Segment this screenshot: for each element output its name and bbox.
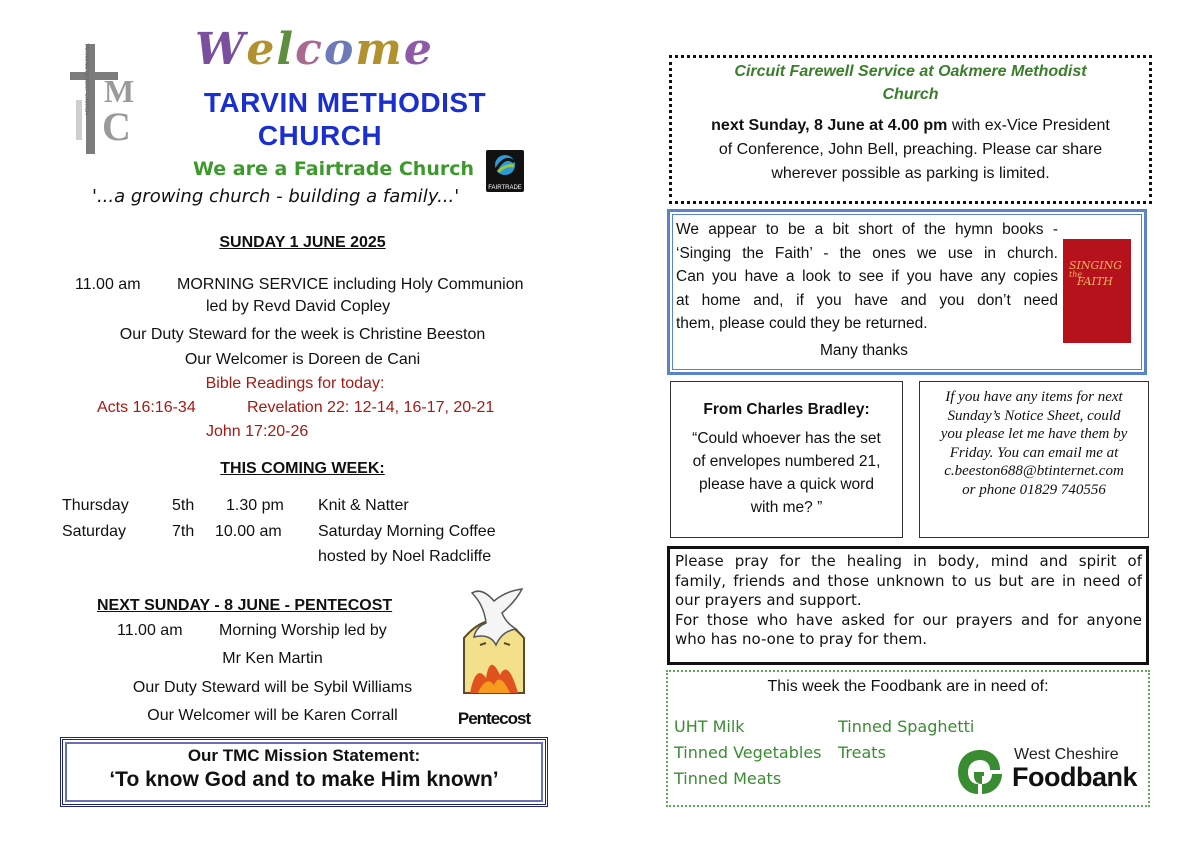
fairtrade-mark-icon [486,150,524,182]
event-time: 10.00 am [215,523,282,540]
pentecost-label: Pentecost [457,709,531,728]
prayer-line2: family, friends and those unknown to us but are in need of [675,571,1142,590]
sunday-welcomer: Our Welcomer is Doreen de Cani [184,351,421,368]
hymn-thanks: Many thanks [820,342,908,359]
hymn-line2: ‘Singing the Faith’ - the ones we use in church. [676,244,1058,262]
dove-icon [456,583,532,708]
notice-line2: Sunday’s Notice Sheet, could [947,407,1121,424]
hymn-box [667,209,1147,375]
farewell-date: next Sunday, 8 June at 4.00 pm [711,117,948,134]
farewell-box [669,55,1152,204]
sunday-service-line2: led by Revd David Copley [206,298,391,315]
hymn-line5: them, please could they be returned. [676,315,928,332]
next-sunday-heading: NEXT SUNDAY - 8 JUNE - PENTECOST [97,597,393,614]
hymn-book-cover [1063,239,1131,343]
farewell-line1: with ex-Vice President [947,117,1110,134]
foodbank-item: Treats [838,743,886,762]
foodbank-heading: This week the Foodbank are in need of: [767,678,1049,695]
cross-icon [66,40,136,165]
foodbank-item: Tinned Vegetables [674,743,822,762]
foodbank-logo [954,746,1144,800]
prayer-line4: For those who have asked for our prayers and for anyone [675,610,1142,629]
sunday-duty-steward: Our Duty Steward for the week is Christine Beeston [119,326,486,343]
book-title-line2: the [1069,270,1083,279]
church-name-line2: CHURCH [257,120,383,151]
welcome-wordart: Welcome [195,24,434,75]
week-event-row [62,497,542,519]
fairtrade-logo [486,150,524,192]
foodbank-box [666,670,1150,807]
notice-line1: If you have any items for next [945,389,1123,405]
mission-title: Our TMC Mission Statement: [187,746,421,765]
reading-2: Revelation 22: 12-14, 16-17, 20-21 [247,399,495,416]
charles-line2: of envelopes numbered 21, [692,453,881,470]
mission-box [60,737,548,807]
farewell-title-line2: Church [882,86,939,103]
event-name: Knit & Natter [318,497,409,514]
next-sunday-welcomer: Our Welcomer will be Karen Corrall [147,707,398,724]
next-sunday-time: 11.00 am [117,622,183,639]
sunday-service-line1: MORNING SERVICE including Holy Communion [177,276,524,293]
event-date: 5th [172,497,195,514]
event-day: Saturday [62,523,127,540]
notice-box [919,381,1149,538]
sunday-heading: SUNDAY 1 JUNE 2025 [219,234,386,251]
hymn-line3: Can you have a look to see if you have any copies [676,268,1058,285]
farewell-title-line1: Circuit Farewell Service at Oakmere Methodist [734,63,1087,80]
church-name [190,86,510,152]
charles-line3: please have a quick word [699,476,874,493]
sunday-time: 11.00 am [75,276,141,293]
book-title-line1: SINGING [1069,259,1123,272]
svg-text:C: C [102,104,131,149]
event-extra: hosted by Noel Radcliffe [318,548,492,565]
farewell-line3: wherever possible as parking is limited. [771,165,1050,182]
charles-line4: with me? ” [750,499,823,516]
reading-1: Acts 16:16-34 [97,399,196,416]
event-time: 1.30 pm [226,497,284,514]
event-day: Thursday [62,497,129,514]
foodbank-logo-line2: Foodbank [1012,762,1137,792]
notice-line4: Friday. You can email me at [949,444,1119,461]
hymn-line4: at home and, if you have and you don’t need [676,291,1058,309]
foodbank-item: UHT Milk [674,717,745,736]
event-name: Saturday Morning Coffee [318,523,496,540]
prayer-line3: our prayers and support. [675,591,862,609]
event-date: 7th [172,523,195,540]
fairtrade-logo-text: FAIRTRADE [488,185,522,191]
pentecost-image [456,583,532,733]
logo-vertical-text: TARVIN METHODIST CHURCH [83,43,89,115]
farewell-line2: of Conference, John Bell, preaching. Please car share [718,141,1103,158]
hymn-line1: We appear to be a bit short of the hymn books - [676,221,1058,238]
foodbank-logo-line1: West Cheshire [1014,746,1119,763]
prayer-line5: who has no-one to pray for them. [675,630,928,648]
charles-title: From Charles Bradley: [703,401,870,418]
book-title-line3: FAITH [1077,275,1113,288]
charles-box [670,381,903,538]
church-name-line1: TARVIN METHODIST [203,87,487,118]
readings-label: Bible Readings for today: [205,375,385,392]
tagline: '...a growing church - building a family...' [92,186,460,207]
mission-statement: ‘To know God and to make Him known’ [109,768,499,791]
reading-3: John 17:20-26 [206,423,309,440]
foodbank-item: Tinned Meats [674,769,782,788]
next-sunday-leader: Mr Ken Martin [222,650,323,667]
next-sunday-duty-steward: Our Duty Steward will be Sybil Williams [132,679,413,696]
notice-phone: or phone 01829 740556 [962,481,1106,498]
notice-email: c.beeston688@btinternet.com [944,463,1124,479]
svg-text:M: M [104,73,135,109]
foodbank-swirl-icon [954,746,1006,798]
next-sunday-worship: Morning Worship led by [219,622,387,639]
foodbank-item: Tinned Spaghetti [838,717,975,736]
week-heading: THIS COMING WEEK: [220,460,385,477]
tmc-logo [66,40,136,165]
fairtrade-statement: We are a Fairtrade Church [193,158,475,180]
prayer-box [667,546,1149,665]
prayer-line1: Please pray for the healing in body, mind and spirit of [675,552,1142,570]
charles-line1: “Could whoever has the set [692,430,881,447]
week-event-row [62,523,542,545]
notice-line3: you please let me have them by [940,426,1128,442]
